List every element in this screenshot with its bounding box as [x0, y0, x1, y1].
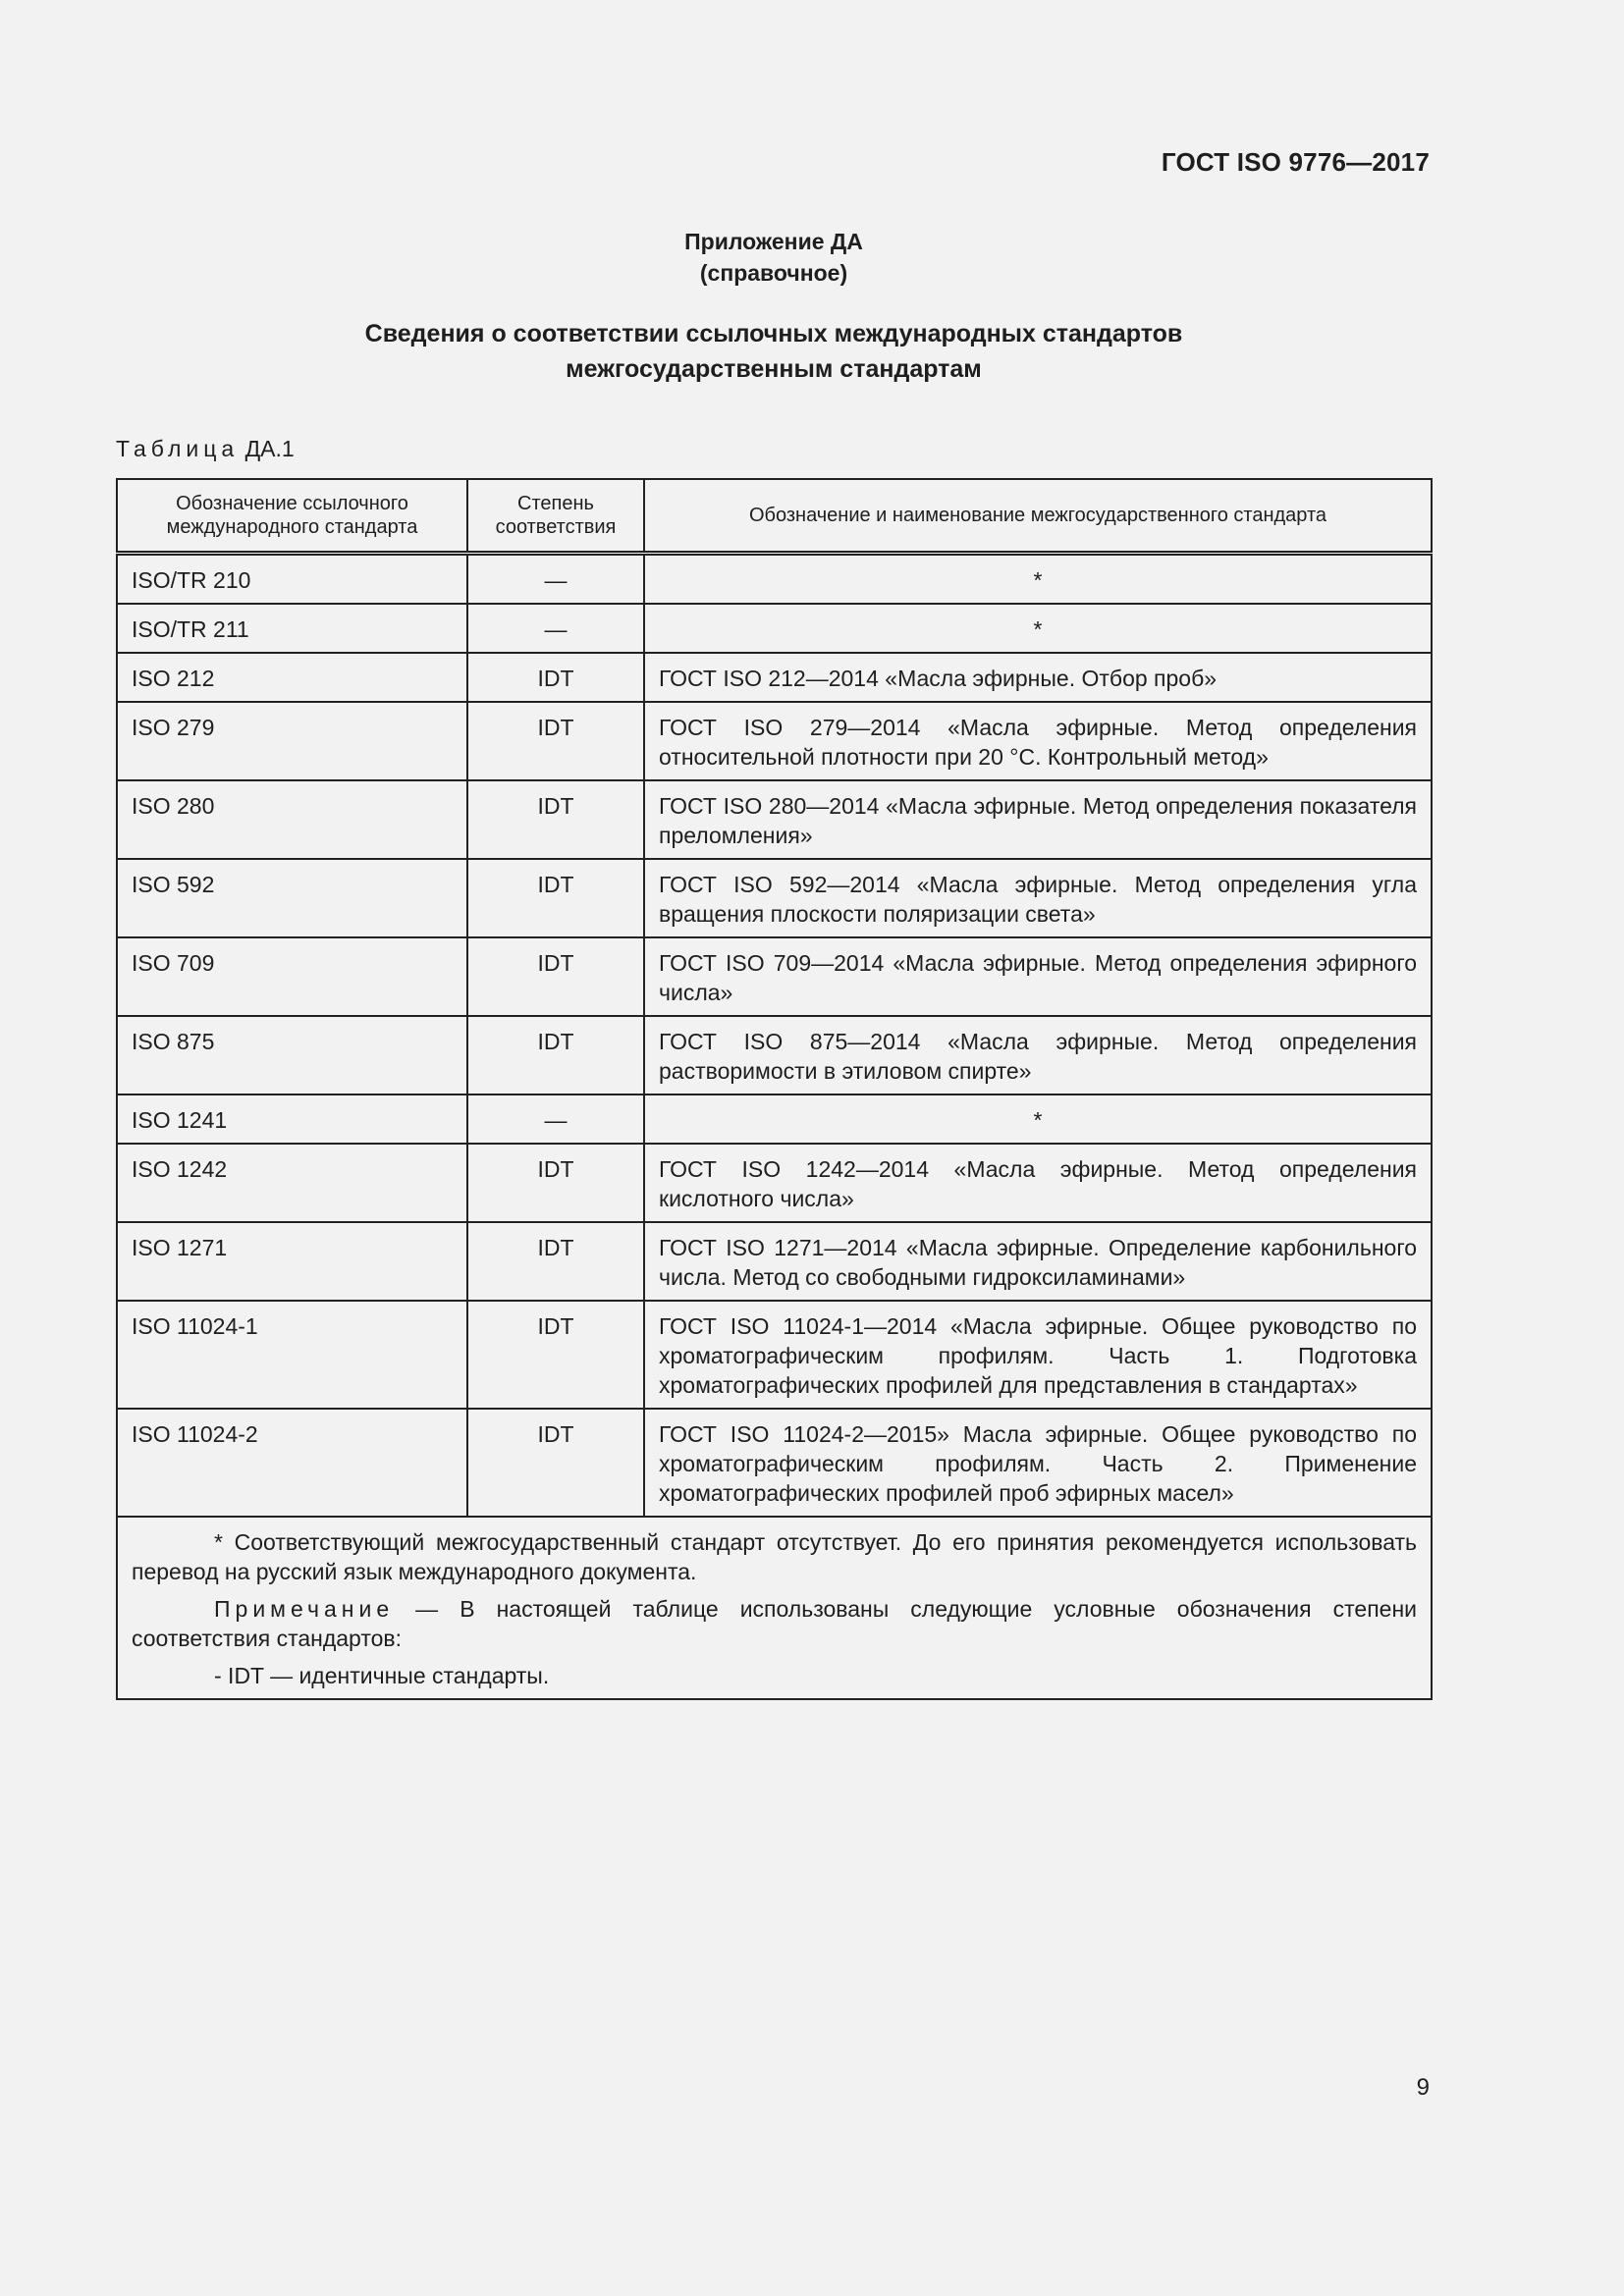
cell-degree: IDT: [467, 653, 644, 702]
table-notes: [117, 1517, 1432, 1699]
table-label: [116, 436, 295, 462]
table-row: [117, 1144, 1432, 1222]
cell-standard-name: ГОСТ ISO 279—2014 «Масла эфирные. Метод определения относительной плотности при 20 °С. Контрольный метод»: [644, 702, 1432, 780]
note-word: Примечание: [214, 1596, 395, 1622]
appendix-heading: [0, 226, 1547, 289]
cell-degree: IDT: [467, 702, 644, 780]
cell-degree: IDT: [467, 937, 644, 1016]
appendix-title: Приложение ДА: [684, 229, 863, 254]
header-reference-standard: [117, 479, 467, 554]
table-row: [117, 604, 1432, 653]
table-row: [117, 1222, 1432, 1301]
cell-reference-code: ISO 212: [117, 653, 467, 702]
table-row: [117, 1016, 1432, 1095]
cell-standard-name: ГОСТ ISO 280—2014 «Масла эфирные. Метод определения показателя преломления»: [644, 780, 1432, 859]
note-text: — В настоящей таблице использованы следующие условные обозначения степени соответствия стандартов:: [132, 1596, 1417, 1651]
cell-standard-name: *: [644, 1095, 1432, 1144]
cell-degree: —: [467, 1095, 644, 1144]
page-number: 9: [1416, 2074, 1430, 2101]
cell-degree: —: [467, 554, 644, 605]
cell-degree: IDT: [467, 780, 644, 859]
cell-standard-name: ГОСТ ISO 592—2014 «Масла эфирные. Метод определения угла вращения плоскости поляризации света»: [644, 859, 1432, 937]
cell-standard-name: ГОСТ ISO 875—2014 «Масла эфирные. Метод определения растворимости в этиловом спирте»: [644, 1016, 1432, 1095]
header-col1-line1: Обозначение ссылочного: [176, 493, 408, 514]
table-row: [117, 653, 1432, 702]
main-title: [0, 316, 1547, 387]
cell-standard-name: ГОСТ ISO 11024-2—2015» Масла эфирные. Общее руководство по хроматографическим профилям. Часть 2. Применение хроматографических профилей проб эфирных масел»: [644, 1409, 1432, 1517]
cell-reference-code: ISO 1271: [117, 1222, 467, 1301]
cell-reference-code: ISO 1241: [117, 1095, 467, 1144]
cell-reference-code: ISO 11024-2: [117, 1409, 467, 1517]
table-row: [117, 1409, 1432, 1517]
table-row: [117, 702, 1432, 780]
header-col2-line2: соответствия: [495, 516, 617, 538]
header-interstate-standard: Обозначение и наименование межгосударственного стандарта: [644, 479, 1432, 554]
table-row: [117, 859, 1432, 937]
main-title-line1: Сведения о соответствии ссылочных международных стандартов: [364, 320, 1183, 347]
main-title-line2: межгосударственным стандартам: [566, 355, 982, 383]
note-item: - IDT — идентичные стандарты.: [214, 1663, 550, 1688]
cell-degree: IDT: [467, 1301, 644, 1409]
table-row: [117, 554, 1432, 605]
table-body: [117, 554, 1432, 1700]
cell-degree: IDT: [467, 1144, 644, 1222]
header-degree: [467, 479, 644, 554]
footnote: * Соответствующий межгосударственный стандарт отсутствует. До его принятия рекомендуется использовать перевод на русский язык международного документа.: [132, 1529, 1417, 1584]
table-row: [117, 780, 1432, 859]
table-row: [117, 937, 1432, 1016]
table-notes-row: [117, 1517, 1432, 1699]
cell-standard-name: *: [644, 554, 1432, 605]
cell-reference-code: ISO 1242: [117, 1144, 467, 1222]
cell-degree: IDT: [467, 1409, 644, 1517]
cell-reference-code: ISO 592: [117, 859, 467, 937]
cell-degree: —: [467, 604, 644, 653]
cell-standard-name: ГОСТ ISO 709—2014 «Масла эфирные. Метод определения эфирного числа»: [644, 937, 1432, 1016]
cell-reference-code: ISO/TR 210: [117, 554, 467, 605]
cell-standard-name: ГОСТ ISO 11024-1—2014 «Масла эфирные. Общее руководство по хроматографическим профилям. Часть 1. Подготовка хроматографических профилей для представления в стандартах»: [644, 1301, 1432, 1409]
cell-standard-name: ГОСТ ISO 212—2014 «Масла эфирные. Отбор проб»: [644, 653, 1432, 702]
header-col2-line1: Степень: [517, 493, 594, 514]
appendix-subtitle: (справочное): [699, 260, 848, 286]
note: [132, 1594, 1417, 1653]
cell-reference-code: ISO 875: [117, 1016, 467, 1095]
standards-table: [116, 478, 1433, 1700]
cell-standard-name: *: [644, 604, 1432, 653]
cell-standard-name: ГОСТ ISO 1271—2014 «Масла эфирные. Определение карбонильного числа. Метод со свободными гидроксиламинами»: [644, 1222, 1432, 1301]
document-code: ГОСТ ISO 9776—2017: [1161, 147, 1430, 177]
table-row: [117, 1301, 1432, 1409]
table-label-word: Таблица: [116, 436, 240, 461]
cell-reference-code: ISO 11024-1: [117, 1301, 467, 1409]
cell-reference-code: ISO 709: [117, 937, 467, 1016]
cell-reference-code: ISO 280: [117, 780, 467, 859]
cell-degree: IDT: [467, 1016, 644, 1095]
cell-reference-code: ISO 279: [117, 702, 467, 780]
table-row: [117, 1095, 1432, 1144]
table-header-row: [117, 479, 1432, 554]
cell-standard-name: ГОСТ ISO 1242—2014 «Масла эфирные. Метод определения кислотного числа»: [644, 1144, 1432, 1222]
header-col1-line2: международного стандарта: [166, 516, 418, 538]
cell-degree: IDT: [467, 859, 644, 937]
cell-degree: IDT: [467, 1222, 644, 1301]
table-label-number: ДА.1: [244, 436, 295, 461]
cell-reference-code: ISO/TR 211: [117, 604, 467, 653]
